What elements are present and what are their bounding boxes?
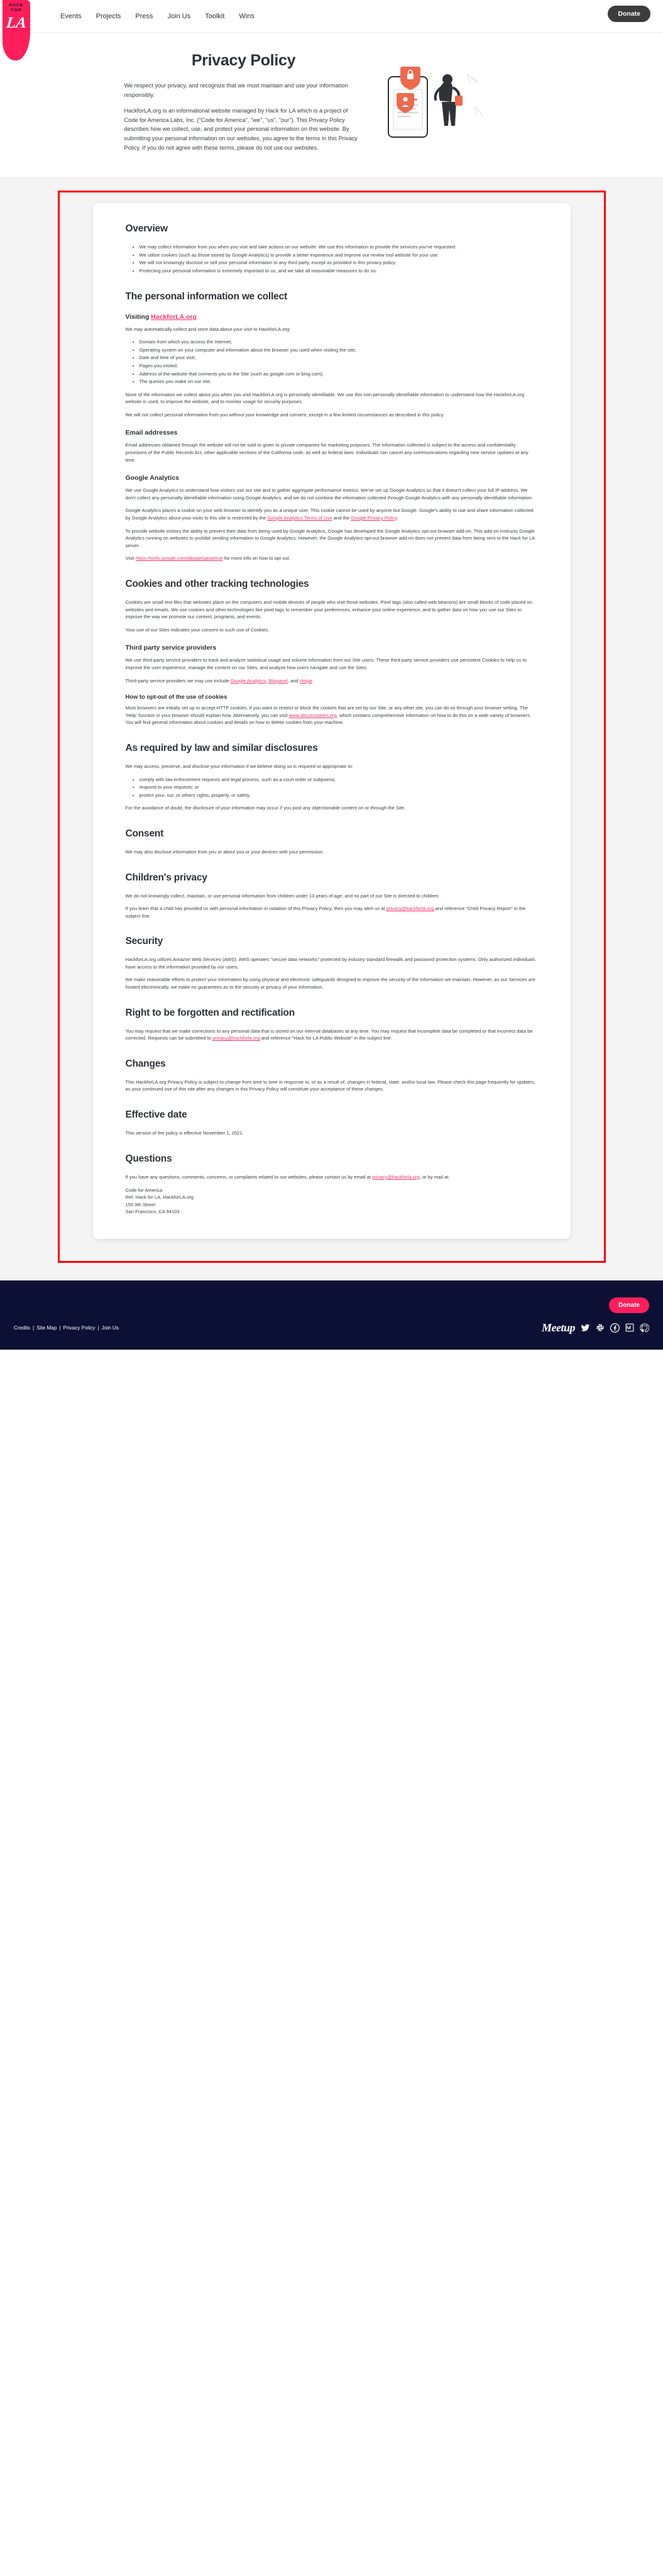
heading-personal-information: The personal information we collect (125, 291, 287, 302)
link-privacy-email-questions[interactable]: privacy@hackforla.org (372, 1174, 420, 1180)
third-party-paragraph-2 (126, 677, 538, 685)
address-line: Code for America (125, 1187, 163, 1194)
nav-item-wins[interactable]: Wins (239, 12, 255, 20)
list-item: • protect your, our, or others' rights, property, or safety. (140, 792, 538, 799)
twitter-icon[interactable] (581, 1323, 590, 1333)
medium-icon[interactable] (625, 1323, 634, 1332)
link-google-analytics-terms[interactable]: Google Analytics Terms of Use (267, 515, 332, 521)
required-by-law-paragraph-1: We may access, preserve, and disclose your information if we believe doing so is required or appropriate to: (125, 763, 353, 769)
nav-item-projects[interactable]: Projects (96, 12, 121, 20)
list-item: • We will not knowingly disclose or sell your personal information to any third party, except as provided in this privacy policy. (140, 259, 538, 267)
address-line: 155 9th Street (125, 1201, 156, 1208)
effective-date-paragraph: This version of the policy is effective November 1, 2021. (125, 1130, 244, 1136)
personal-info-bullet-list (126, 338, 538, 386)
personal-info-intro: We may automatically collect and store data about your visit to HackforLA.org: (125, 326, 291, 332)
meetup-icon[interactable]: Meetup (542, 1321, 575, 1335)
list-item: • We utilize cookies (such as those stored by Google Analytics) to provide a better experience and improve our review tool website for your use. (140, 252, 538, 259)
list-item: • Protecting your personal information is extremely important to us, and we take all reasonable measures to do so. (140, 267, 538, 275)
childrens-privacy-paragraph-2 (126, 905, 538, 919)
required-by-law-paragraph-2: For the avoidance of doubt, the disclosure of your information may occur if you post any objectionable content on or through the Site. (125, 805, 406, 811)
link-hackforla-org[interactable]: HackforLA.org (151, 313, 197, 321)
nav-item-join-us[interactable]: Join Us (167, 12, 191, 20)
hero-section (0, 33, 663, 177)
heading-cookies: Cookies and other tracking technologies (125, 579, 309, 589)
link-privacy-email-child[interactable]: privacy@hackforla.org (386, 906, 434, 912)
right-forgotten-paragraph (126, 1028, 538, 1042)
cp-part-b: and reference “Child Privacy Report” in the subject line. (125, 906, 526, 919)
header-donate-button[interactable]: Donate (608, 6, 650, 22)
email-addresses-paragraph: Email addresses obtained through the website will not be sold or given to private companies for marketing purposes. The information collected is subject to the access and confidentiality provisions of the Public Records Act, other applicable sections of the California code, as well as federal laws. Individuals can cancel any communications regarding new service updates at any time. (125, 442, 529, 463)
opt-out-paragraph (126, 704, 538, 726)
list-item: • Date and time of your visit; (140, 354, 538, 362)
third-party-paragraph-1: We use third-party service providers to track and analyze statistical usage and volume information from our Site users. These third-party service providers use persistent Cookies to help us to improve the user experience, manage the content on our Sites, and analyze how users navigate and use the Sites. (125, 657, 527, 670)
nav-item-toolkit[interactable]: Toolkit (205, 12, 225, 20)
heading-effective-date: Effective date (125, 1109, 187, 1121)
link-google-analytics[interactable]: Google Analytics (230, 677, 266, 684)
logo-line-1: HACK (9, 3, 24, 8)
childrens-privacy-paragraph-1: We do not knowingly collect, maintain, or use personal information from children under 13 years of age, and no part of our Site is directed to children. (125, 892, 440, 899)
list-item: • Pages you visited; (140, 362, 538, 370)
heading-third-party-providers: Third party service providers (125, 644, 217, 652)
logo-line-3: LA (5, 14, 28, 31)
footer-link-site-map[interactable]: Site Map (36, 1325, 57, 1331)
questions-paragraph (126, 1174, 538, 1181)
social-links (542, 1322, 649, 1333)
footer-link-credits[interactable]: Credits (14, 1325, 30, 1331)
facebook-icon[interactable] (610, 1323, 620, 1333)
privacy-illustration (375, 52, 488, 159)
visiting-prefix: Visiting (125, 313, 151, 321)
list-item: • Domain from which you access the Internet; (140, 338, 538, 346)
overview-bullet-list (126, 243, 538, 274)
link-mixpanel[interactable]: Mixpanel (268, 677, 288, 684)
ga-p2-part-a: Google Analytics places a cookie on your web browser to identify you as a unique user. This cookie cannot be used by anyone but Google. Google's ability to use and share information collected by Google Analytics about your visits to this site is restricted by the (125, 508, 534, 521)
ga-p2-part-b: and the (332, 515, 351, 521)
personal-info-paragraph-1: None of the information we collect about you when you visit HackforLA.org is personally identifiable. We use this non-personally identifiable information to understand how the HackforLA.org website is used, to improve the website, and to monitor usage for security purposes. (125, 391, 525, 405)
optout-part-b: , which contains comprehensive information on how to do this on a wide variety of browsers. You will find general information about cookies and details on how to delete cookies from your machine. (125, 712, 532, 726)
main-navigation (60, 0, 255, 33)
footer-separator: | (59, 1325, 61, 1331)
address-line: Ref. Hack for LA, HackforLA.org (125, 1194, 194, 1201)
footer-links (14, 1325, 119, 1331)
google-analytics-paragraph-2 (126, 507, 538, 521)
logo-line-2: FOR (11, 8, 22, 13)
mailing-address (126, 1187, 538, 1215)
visiting-subheading (126, 313, 538, 321)
heading-opt-out-cookies: How to opt-out of the use of cookies (125, 693, 227, 701)
list-item: • We may collect information from you when you visit and take actions on our website. We use this information to provide the services you've requested. (140, 243, 538, 251)
annotation-highlight-box (58, 191, 606, 1263)
heading-security: Security (125, 936, 163, 947)
google-analytics-paragraph-1: We use Google Analytics to understand how visitors use our site and to gather aggregate performance metrics. We've set up Google Analytics so that it doesn't collect your full IP address. We don't collect any personally identifiable information using Google Analytics, and we do not combine the information collected through Google Analytics with any personally identifiable information. (125, 487, 534, 501)
list-item: • Address of the website that connects you to the Site (such as google.com or bing.com); (140, 370, 538, 378)
optout-part-a: Most browsers are initially set up to accept HTTP cookies. If you want to restrict or block the cookies that are set by our Site, or any other site, you can do so through your browser setting. The 'Help' function in your browser should explain how. Alternatively, you can visit (125, 705, 528, 718)
ga-p2-part-c: . (397, 515, 398, 521)
hero-paragraph-1: We respect your privacy, and recognize that we must maintain and use your information responsibly. (124, 82, 348, 98)
link-aboutcookies[interactable]: www.aboutcookies.org (288, 712, 337, 718)
heading-changes: Changes (125, 1058, 166, 1069)
heading-email-addresses: Email addresses (125, 429, 178, 437)
required-by-law-bullet-list (126, 776, 538, 799)
privacy-illustration-svg (375, 63, 488, 143)
list-item: • The queries you make on our site. (140, 378, 538, 386)
list-item: • Operating system on your computer and information about the browser you used when visiting the site; (140, 347, 538, 354)
nav-item-events[interactable]: Events (60, 12, 82, 20)
footer-separator: | (32, 1325, 35, 1331)
link-gaoptout[interactable]: https://tools.google.com/dlpage/gaoptout/ (135, 555, 223, 562)
personal-info-paragraph-2: We will not collect personal information from you without your knowledge and consent, except in a few limited circumstances as described in this policy. (125, 411, 444, 418)
google-analytics-paragraph-3: To provide website visitors the ability to prevent their data from being used by Google Analytics, Google has developed the Google Analytics opt-out browser add-on. This add-on instructs Google Analytics running on websites to prohibit sending information to Google Analytics. However, the Google Analytics opt-out browser add-on does not prevent data from being sent to the Hack for LA server. (125, 528, 535, 548)
rf-part-a: You may request that we make corrections to any personal data that is stored on our internal databases at any time. You may request that incomplete data be completed or that incorrect data be corrected. Requests can be submitted to (125, 1028, 533, 1041)
security-paragraph-1: HackforLA.org utilizes Amazon Web Services (AWS). AWS operates "secure data networks" protected by industry standard firewalls and password protection systems. Only authorized individuals have access to the information provided by our users. (125, 957, 535, 970)
cookies-paragraph-2: Your use of our Sites indicates your consent to such use of Cookies. (125, 626, 270, 633)
tp-sep-1: , (266, 677, 269, 684)
slack-icon[interactable] (596, 1323, 605, 1332)
hack-for-la-logo[interactable] (3, 0, 30, 60)
google-analytics-paragraph-4 (126, 555, 538, 562)
heading-overview: Overview (125, 223, 168, 235)
q-part-a: If you have any questions, comments, concerns, or complaints related to our websites, please contact us by email at (125, 1174, 373, 1180)
ga-p4-part-b: for more info on how to opt out. (222, 555, 290, 562)
cookies-paragraph-1: Cookies are small text files that websites place on the computers and mobile devices of people who visit those websites. Pixel tags (also called web beacons) are small blocks of code placed on websites and emails. We use cookies and other technologies like pixel tags to remember your preferences, enhance your online experience, and to gather data on how you use our Sites to improve the way we promote our content, programs, and events. (125, 599, 532, 620)
github-icon[interactable] (640, 1323, 649, 1333)
nav-item-press[interactable]: Press (135, 12, 153, 20)
heading-childrens-privacy: Children's privacy (125, 872, 207, 883)
link-privacy-email-rectification[interactable]: privacy@hackforla.org (212, 1035, 260, 1041)
site-footer (0, 1280, 663, 1350)
address-line: San Francisco, CA 94103 (125, 1208, 180, 1214)
link-google-privacy-policy[interactable]: Google Privacy Policy (351, 515, 397, 521)
page-title: Privacy Policy (191, 52, 296, 69)
security-paragraph-2: We make reasonable efforts to protect your information by using physical and electronic safeguards designed to improve the security of the information we maintain. However, as our Services are hosted electronically, we make no guarantees as to the security or privacy of your information. (125, 977, 535, 991)
heading-google-analytics: Google Analytics (125, 474, 179, 482)
heading-right-to-be-forgotten: Right to be forgotten and rectification (125, 1007, 295, 1018)
heading-required-by-law: As required by law and similar disclosures (125, 742, 318, 753)
rf-part-b: and reference “Hack for LA Public Website” in the subject line. (260, 1035, 393, 1041)
cp-part-a: If you learn that a child has provided us with personal information in violation of this Privacy Policy, then you may alert us at (125, 906, 386, 912)
tp-p2-end: . (312, 677, 314, 684)
heading-questions: Questions (125, 1153, 172, 1164)
footer-link-privacy-policy[interactable]: Privacy Policy (63, 1325, 96, 1331)
tp-p2-part-a: Third-party service providers we may use include (125, 677, 231, 684)
tp-sep-2: , and (287, 677, 300, 684)
q-part-b: , or by mail at: (419, 1174, 450, 1180)
heading-consent: Consent (125, 828, 164, 839)
content-band (0, 177, 663, 1280)
footer-link-join-us[interactable]: Join Us (101, 1325, 119, 1331)
site-header (0, 0, 663, 33)
footer-separator: | (97, 1325, 99, 1331)
consent-paragraph: We may also disclose information from you or about you or your devices with your permission. (125, 848, 324, 855)
link-hotjar[interactable]: Hotjar (299, 677, 312, 684)
list-item: • respond to your requests; or (140, 784, 538, 791)
footer-donate-button[interactable]: Donate (609, 1297, 649, 1313)
privacy-policy-card (93, 203, 571, 1239)
changes-paragraph: This HackforLA.org Privacy Policy is subject to change from time to time in response to, or as a result of, changes in federal, state, and/or local law. Please check this page frequently for updates, as your continued use of this site after any changes in this Privacy Policy will constitute your acceptance of these changes. (125, 1079, 535, 1092)
ga-p4-part-a: Visit (125, 555, 136, 562)
list-item: • comply with law enforcement requests and legal process, such as a court order or subpoena; (140, 776, 538, 784)
hero-paragraph-2: HackforLA.org is an informational website managed by Hack for LA which is a project of Code for America Labs, Inc. ("Code for America", "we", "us", "our"). This Privacy Policy describes how we collect, use, and protect your personal information on this website. By submitting your personal information on our websites, you agree to the terms in this Privacy Policy. If you do not agree with these terms, please do not use our websites. (124, 108, 358, 151)
